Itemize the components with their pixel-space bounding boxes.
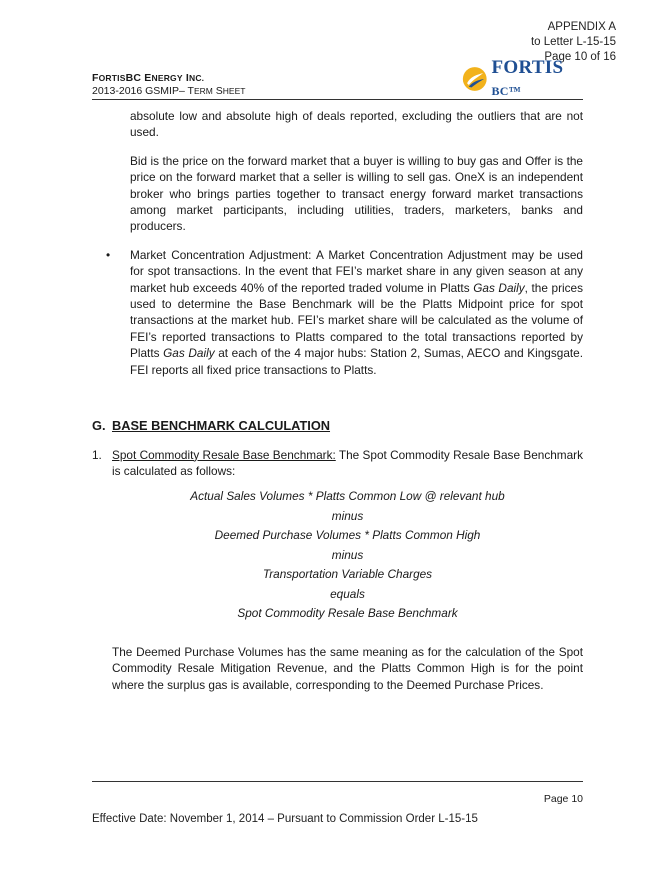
formula-line: Actual Sales Volumes * Platts Common Low @ relevant hub <box>190 489 505 504</box>
appendix-title: APPENDIX A <box>547 21 616 33</box>
item-heading: Spot Commodity Resale Base Benchmark: <box>112 447 336 462</box>
document-body <box>92 108 583 693</box>
fortis-flame-icon <box>462 64 487 94</box>
closing-paragraph: The Deemed Purchase Volumes has the same meaning as for the calculation of the Spot Commodity Resale Mitigation Revenue, and the Platts Common High is for the point where the surplus gas is available, corresponding to the Deemed Purchase Prices. <box>112 644 583 692</box>
effective-date: Effective Date: November 1, 2014 – Pursuant to Commission Order L-15-15 <box>92 813 478 825</box>
logo-suffix: BC <box>491 84 509 98</box>
formula-line: Deemed Purchase Volumes * Platts Common High <box>214 528 481 543</box>
bullet-icon: • <box>106 247 111 262</box>
formula-line: minus <box>331 547 364 562</box>
bullet-text: Market Concentration Adjustment: A Market Concentration Adjustment may be used for spot transactions. In the event that FEI’s market share in any given season at any market hub exceeds 40% of the reported traded volume in Platts Gas Daily, the prices used to determine the Base Benchmark will be the Platts Midpoint price for spot transactions at the market hub. FEI’s market share will be calculated as the volume of FEI’s reported transactions to Platts compared to the total transactions reported by Platts Gas Daily at each of the 4 major hubs: Station 2, Sumas, AECO and Kingsgate. FEI reports all fixed price transactions to Platts. <box>130 247 583 377</box>
section-heading <box>92 418 583 434</box>
section-title: BASE BENCHMARK CALCULATION <box>112 418 331 434</box>
footer-divider <box>92 781 583 782</box>
item-number: 1. <box>92 447 102 462</box>
formula-line: Transportation Variable Charges <box>262 567 433 582</box>
fortisbc-logo <box>462 57 582 98</box>
benchmark-formula <box>112 487 583 624</box>
formula-line: equals <box>330 586 365 601</box>
appendix-letter-ref: to Letter L-15-15 <box>530 36 616 48</box>
logo-brand: FORTIS <box>491 57 564 78</box>
item-text: Spot Commodity Resale Base Benchmark: The Spot Commodity Resale Base Benchmark is calculated as follows: <box>112 447 583 478</box>
market-concentration-bullet <box>92 247 583 378</box>
document-subtitle: 2013-2016 GSMIP– TERM SHEET <box>92 85 246 97</box>
appendix-page-ref: Page 10 of 16 <box>544 51 616 63</box>
logo-trademark: ™ <box>508 84 522 98</box>
numbered-item <box>92 447 583 480</box>
header-divider <box>92 99 583 100</box>
bid-offer-paragraph: Bid is the price on the forward market that a buyer is willing to buy gas and Offer is the price on the forward market that a seller is willing to sell gas. OneX is an independent broker who brings parties together to transact energy forward market transactions among market participants, including utilities, traders, marketers, banks and producers. <box>130 153 583 234</box>
section-letter: G. <box>92 418 106 434</box>
page-number: Page 10 <box>543 793 583 805</box>
formula-line: minus <box>331 508 364 523</box>
company-name: FORTISBC ENERGY INC. <box>92 72 205 84</box>
formula-line: Spot Commodity Resale Base Benchmark <box>237 606 458 621</box>
continued-paragraph: absolute low and absolute high of deals reported, excluding the outliers that are not used. <box>130 109 583 140</box>
